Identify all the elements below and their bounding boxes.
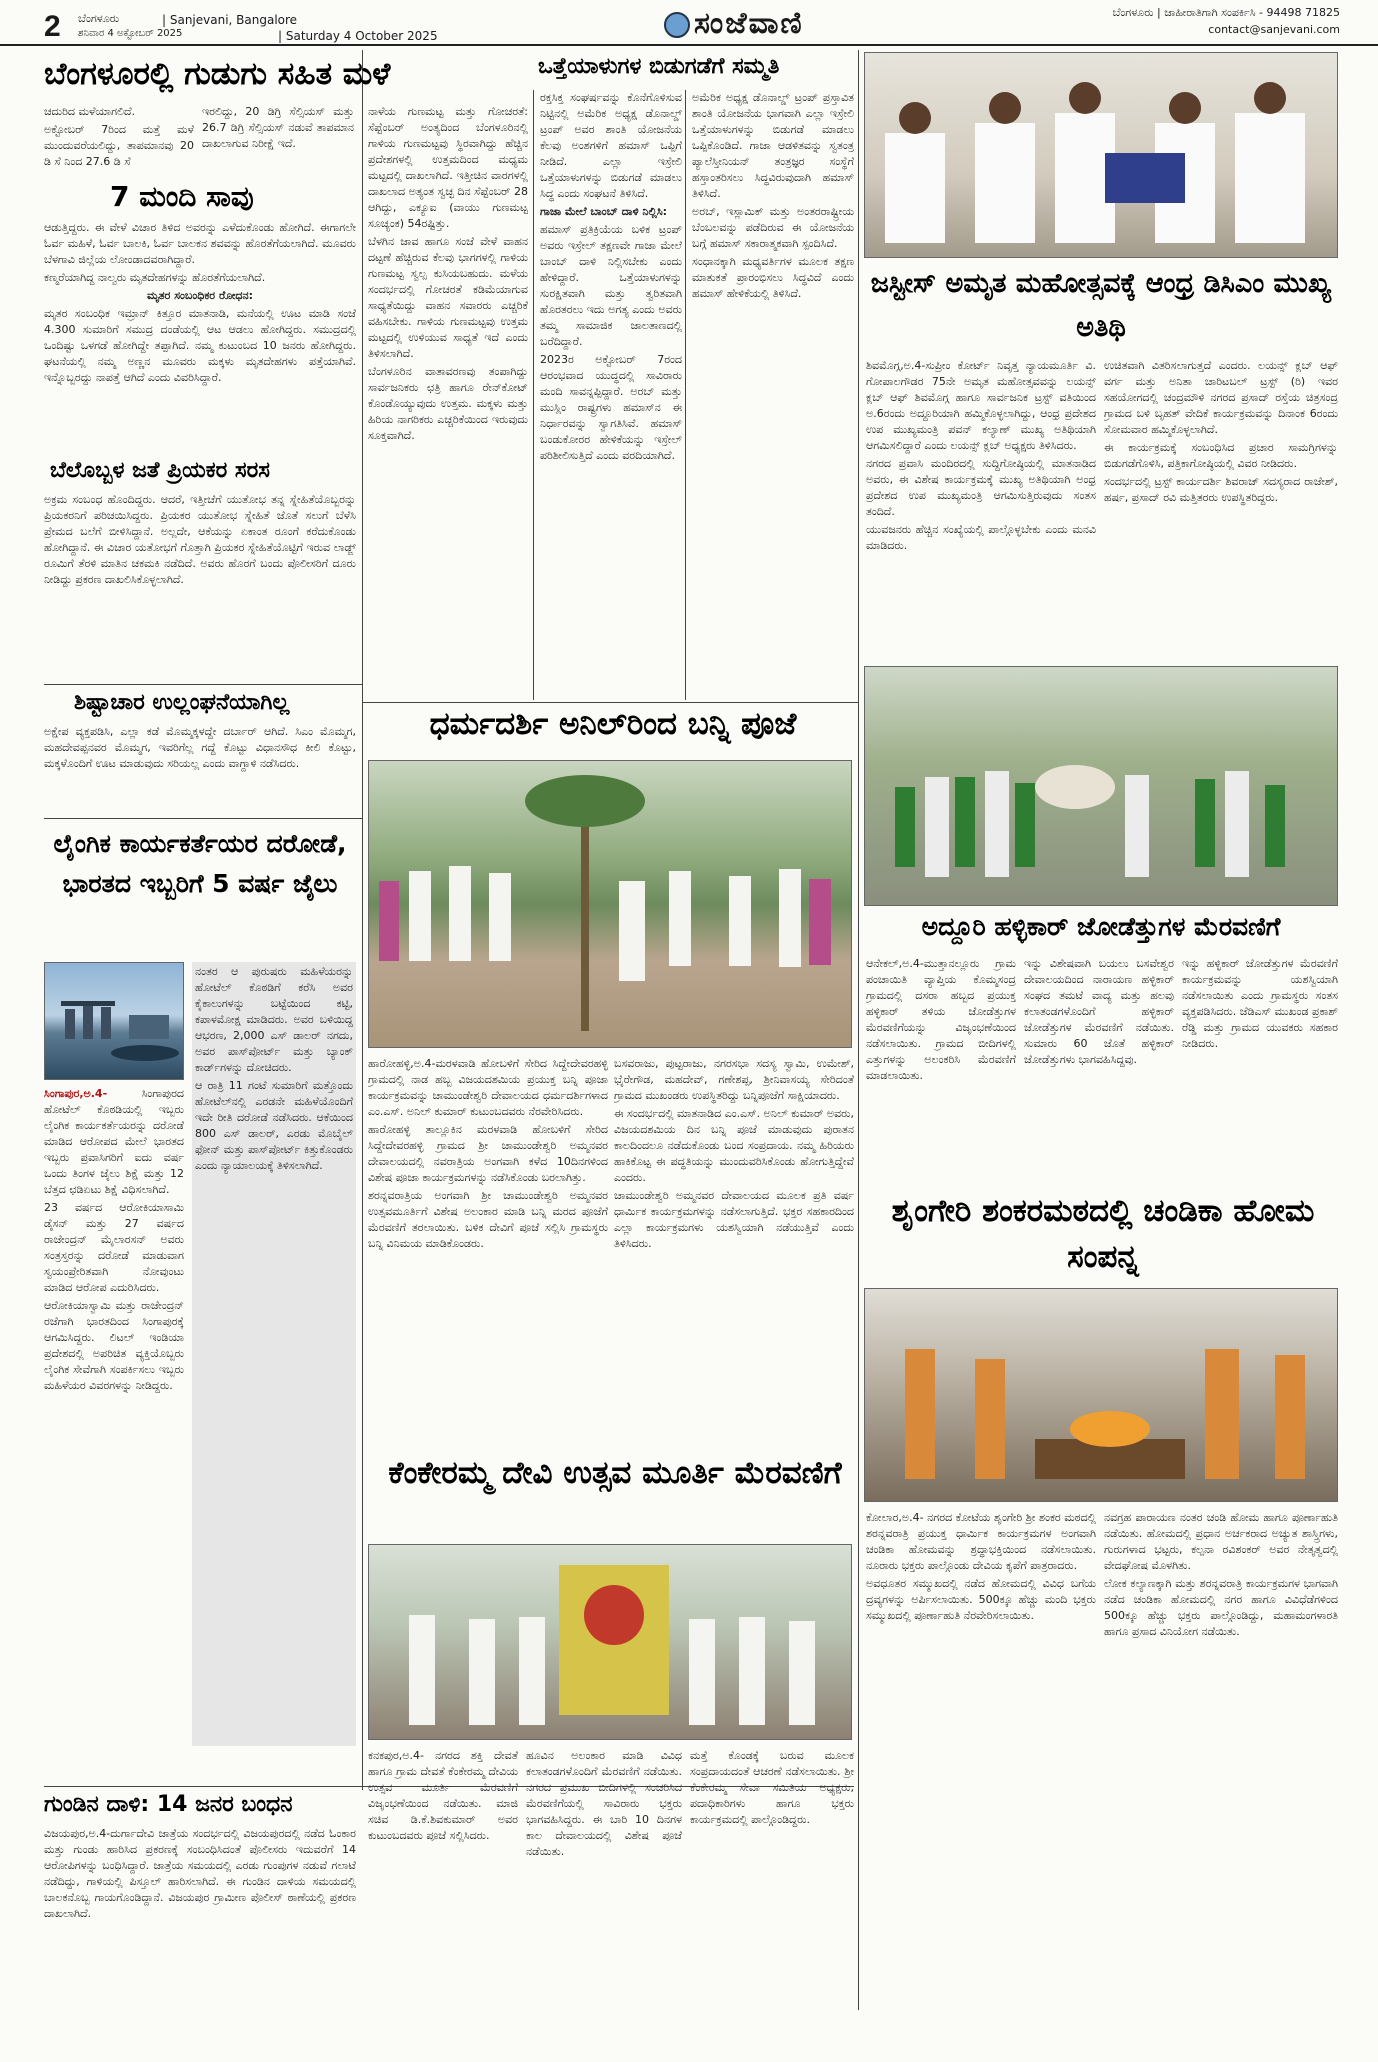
section-rule (362, 702, 858, 703)
article-rain-col1 (44, 104, 194, 184)
subhead-7-dead: 7 ಮಂದಿ ಸಾವು (110, 180, 254, 213)
dead-para: ಆಡುತ್ತಿದ್ದರು. ಈ ವೇಳೆ ವಿಚಾರ ತಿಳಿದ ಅವರನ್ನು ಎಳೆದುಕೊಂಡು ಹೋಗಿದೆ. ಈಗಾಗಲೇ ಓರ್ವ ಮಹಿಳೆ, ಓರ್ವ ಬಾಲಕಿ, ಓರ್ವ ಬಾಲಕನ ಶವವನ್ನು ಹೊರತೆಗೆಯಲಾಗಿದೆ. ಮೂವರು ಬೆಳಗಾವಿ ಜಿಲ್ಲೆಯ ಲೋಂಡಾದವರಾಗಿದ್ದಾರೆ. (44, 221, 356, 266)
article-kenkeramma-b (526, 1748, 682, 2016)
article-rain-col1b (202, 104, 354, 184)
banni-para: ಹಾರೋಹಳ್ಳಿ,ಅ.4-ಮರಳವಾಡಿ ಹೋಬಳಿಗೆ ಸೇರಿದ ಸಿದ್ದೇದೇವರಹಳ್ಳಿ ಗ್ರಾಮದಲ್ಲಿ ನಾಡ ಹಬ್ಬ ವಿಜಯದಶಮಿಯ ಪ್ರಯುಕ್ತ ಬನ್ನಿ ಪೂಜಾ ಕಾರ್ಯಕ್ರಮವನ್ನು ಚಾಮುಂಡೇಶ್ವರಿ ದೇವಾಲಯದ ಧರ್ಮದರ್ಶಿಗಳಾದ ಎಂ.ಎಸ್. ಅನಿಲ್ ಕುಮಾರ್ ಕುಟುಂಬದವರು ನೆರವೇರಿಸಿದರು. (368, 1057, 608, 1118)
headline-hallikar: ಅದ್ದೂರಿ ಹಳ್ಳಿಕಾರ್ ಜೋಡೆತ್ತುಗಳ ಮೆರವಣಿಗೆ (921, 912, 1281, 941)
hallikar-para: ಇನ್ನು ಹಳ್ಳಿಕಾರ್ ಜೋಡೆತ್ತುಗಳ ಮೆರವಣಿಗೆ ಕಾರ್ಯಕ್ರಮವನ್ನು ಯಶಸ್ವಿಯಾಗಿ ನಡೆಸಲಾಯಿತು ಎಂದು ಗ್ರಾಮಸ್ಥರು ಸಂತಸ ವ್ಯಕ್ತಪಡಿಸಿದರು. ಜೆಡಿಎಸ್ ಮುಖಂಡ ಪ್ರಕಾಶ್ ರೆಡ್ಡಿ ಮತ್ತು ಗ್ರಾಮದ ಯುವಕರು ಸಹಕಾರ ನೀಡಿದರು. (1182, 957, 1338, 1050)
article-justice-a (866, 358, 1096, 658)
article-hallikar-c (1182, 956, 1338, 1182)
column-rule (362, 50, 363, 1790)
singapore-skyline-photo (44, 962, 184, 1080)
headline-shooting: ಗುಂಡಿನ ದಾಳಿ: 14 ಜನರ ಬಂಧನ (44, 1792, 293, 1817)
banni-para: ಬಸವರಾಜು, ಪುಟ್ಟರಾಜು, ನಗರಸಭಾ ಸದಸ್ಯ ಸ್ವಾಮಿ, ಉಮೇಶ್, ಭೈರೇಗೌಡ, ಮಹದೇವ್, ಗಣೇಶಪ್ಪ, ಶ್ರೀನಿವಾಸಯ್ಯ ಸೇರಿದಂತೆ ಗ್ರಾಮದ ಮುಖಂಡರು ಉಪಸ್ಥಿತರಿದ್ದು ಬನ್ನಿಪೂಜೆಗೆ ಸಾಕ್ಷಿಯಾದರು. (614, 1057, 854, 1102)
hallikar-scene-graphic (865, 667, 1338, 906)
article-hostage-col4 (692, 90, 854, 670)
article-banni-a (368, 1056, 608, 1446)
sringeri-para: ಅವಧೂತರ ಸಮ್ಮುಖದಲ್ಲಿ ನಡೆದ ಹೋಮದಲ್ಲಿ ವಿವಿಧ ಬಗೆಯ ದ್ರವ್ಯಗಳನ್ನು ಅರ್ಪಿಸಲಾಯಿತು. 500ಕ್ಕೂ ಹೆಚ್ಚು ಮಂದಿ ಭಕ್ತರು ಸಮ್ಮುಖದಲ್ಲಿ ಪೂರ್ಣಾಹುತಿ ನೆರವೇರಿಸಲಾಯಿತು. (866, 1577, 1096, 1622)
headline-hostage: ಒತ್ತೆಯಾಳುಗಳ ಬಿಡುಗಡೆಗೆ ಸಮ್ಮತಿ (538, 54, 780, 79)
justice-para: ಉಚಿತವಾಗಿ ವಿತರಿಸಲಾಗುತ್ತದೆ ಎಂದರು. ಲಯನ್ಸ್ ಕ್ಲಬ್ ಆಫ್ ವರ್ಗ ಮತ್ತು ಅನಿತಾ ಚಾರಿಟಬಲ್ ಟ್ರಸ್ಟ್ (ರಿ) ಇವರ ಸಹಯೋಗದಲ್ಲಿ ಚಂದ್ರಮೌಳಿ ನಗರದ ಪ್ರಸಾದ್ ರಸ್ತೆಯ ಚಿತ್ರಸಂದ್ರ ಗ್ರಾಮದ ಬಳಿ ಬೃಹತ್ ವೇದಿಕೆ ಕಾರ್ಯಕ್ರಮವನ್ನು ದಿನಾಂಕ 6ರಂದು ಸೋಮವಾರ ಹಮ್ಮಿಕೊಳ್ಳಲಾಗಿದೆ. (1104, 359, 1338, 436)
justice-para: ಯುವಜನರು ಹೆಚ್ಚಿನ ಸಂಖ್ಯೆಯಲ್ಲಿ ಪಾಲ್ಗೊಳ್ಳಬೇಕು ಎಂದು ಮನವಿ ಮಾಡಿದರು. (866, 523, 1096, 552)
headline-justice: ಜಸ್ಟೀಸ್ ಅಮೃತ ಮಹೋತ್ಸವಕ್ಕೆ ಆಂಧ್ರ ಡಿಸಿಎಂ ಮುಖ್ಯ ಅತಿಥಿ (870, 268, 1332, 343)
hallikar-para: ಆನೇಕಲ್,ಅ.4-ಮುತ್ತಾನಲ್ಲೂರು ಗ್ರಾಮ ಪಂಚಾಯಿತಿ ವ್ಯಾಪ್ತಿಯ ಕೊಮ್ಮಸಂದ್ರ ಗ್ರಾಮದಲ್ಲಿ ದಸರಾ ಹಬ್ಬದ ಪ್ರಯುಕ್ತ ಹಳ್ಳಿಕಾರ್ ತಳಿಯ ಜೋಡೆತ್ತುಗಳ ಮೆರವಣಿಗೆಯನ್ನು ವಿಜೃಂಭಣೆಯಿಂದ ನಡೆಸಲಾಯಿತು. ಗ್ರಾಮದ ಬೀದಿಗಳಲ್ಲಿ ಎತ್ತುಗಳನ್ನು ಅಲಂಕರಿಸಿ ಮೆರವಣಿಗೆ ಮಾಡಲಾಯಿತು. (866, 957, 1016, 1082)
singapore-para: ಆ ರಾತ್ರಿ 11 ಗಂಟೆ ಸುಮಾರಿಗೆ ಮತ್ತೊಂದು ಹೋಟೆಲ್‌ನಲ್ಲಿ ಎರಡನೇ ಮಹಿಳೆಯೊಂದಿಗೆ ಇದೇ ರೀತಿ ದರೋಡೆ ನಡೆಸಿದರು. ಆಕೆಯಿಂದ 800 ಎಸ್ ಡಾಲರ್, ಎರಡು ಮೊಬೈಲ್ ಫೋನ್ ಮತ್ತು ಪಾಸ್‌ಪೋರ್ಟ್ ಕಿತ್ತುಕೊಂಡರು ಎಂದು ನ್ಯಾಯಾಲಯಕ್ಕೆ ತಿಳಿಸಲಾಗಿದೆ. (195, 1079, 353, 1172)
headline-protocol: ಶಿಷ್ಟಾಚಾರ ಉಲ್ಲಂಘನೆಯಾಗಿಲ್ಲ (74, 690, 290, 715)
header-city: ಬೆಂಗಳೂರು (78, 12, 120, 25)
column-rule (533, 90, 534, 700)
masthead (660, 6, 804, 41)
justice-para: ಶಿವಮೊಗ್ಗ,ಅ.4-ಸುಪ್ರೀಂ ಕೋರ್ಟ್ ನಿವೃತ್ತ ನ್ಯಾಯಮೂರ್ತಿ ವಿ. ಗೋಪಾಲಗೌಡರ 75ನೇ ಅಮೃತ ಮಹೋತ್ಸವವನ್ನು ಲಯನ್ಸ್ ಕ್ಲಬ್ ಆಫ್ ಶಿವಮೊಗ್ಗ ಹಾಗೂ ಸಾರ್ವಜನಿಕ ಟ್ರಸ್ಟ್ ವತಿಯಿಂದ ಅ.6ರಂದು ಅದ್ದೂರಿಯಾಗಿ ಹಮ್ಮಿಕೊಳ್ಳಲಾಗಿದ್ದು, ಆಂಧ್ರ ಪ್ರದೇಶದ ಉಪ ಮುಖ್ಯಮಂತ್ರಿ ಪವನ್ ಕಲ್ಯಾಣ್ ಮುಖ್ಯ ಅತಿಥಿಯಾಗಿ ಆಗಮಿಸಲಿದ್ದಾರೆ ಎಂದು ಲಯನ್ಸ್ ಕ್ಲಬ್ ಅಧ್ಯಕ್ಷರು ತಿಳಿಸಿದರು. (866, 359, 1096, 452)
hostage-para: ಅರಬ್, ಇಸ್ಲಾಮಿಕ್ ಮತ್ತು ಅಂತರರಾಷ್ಟ್ರೀಯ ಬೆಂಬಲವನ್ನು ಪಡೆದಿರುವ ಈ ಯೋಜನೆಯ ಬಗ್ಗೆ ಹಮಾಸ್ ಸಕಾರಾತ್ಮಕವಾಗಿ ಸ್ಪಂದಿಸಿದೆ. (692, 205, 854, 250)
contact-email[interactable]: contact@sanjevani.com (1208, 23, 1340, 36)
header-right (1112, 4, 1340, 38)
chandika-homa-photo (864, 1288, 1338, 1502)
headline-sringeri: ಶೃಂಗೇರಿ ಶಂಕರಮಠದಲ್ಲಿ ಚಂಡಿಕಾ ಹೋಮ ಸಂಪನ್ನ (891, 1193, 1315, 1275)
headline-lover: ಬೆಲೊಬ್ಬಳ ಜತೆ ಪ್ರಿಯಕರ ಸರಸ (50, 458, 270, 483)
article-sringeri-b (1104, 1510, 1338, 2016)
article-protocol (44, 724, 356, 812)
header-date: | Saturday 4 October 2025 (278, 29, 438, 43)
headline-banni-pooja: ಧರ್ಮದರ್ಶಿ ಅನಿಲ್‌ರಿಂದ ಬನ್ನಿ ಪೂಜೆ (429, 706, 797, 742)
kenkeramma-para: ಕನಕಪುರ,ಅ.4- ನಗರದ ಶಕ್ತಿ ದೇವತೆ ಹಾಗೂ ಗ್ರಾಮ ದೇವತೆ ಕೆಂಕೇರಮ್ಮ ದೇವಿಯ ಉತ್ಸವ ಮೂರ್ತಿ ಮೆರವಣಿಗೆ ವಿಜೃಂಭಣೆಯಿಂದ ನಡೆಯಿತು. ಮಾಜಿ ಸಚಿವ ಡಿ.ಕೆ.ಶಿವಕುಮಾರ್ ಅವರ ಕುಟುಂಬದವರು ಪೂಜೆ ಸಲ್ಲಿಸಿದರು. (368, 1749, 518, 1842)
skyline-graphic (45, 963, 184, 1080)
banni-pooja-photo (368, 760, 852, 1048)
article-kenkeramma-a (368, 1748, 518, 2016)
rain-para: ಬೆಳಗಿನ ಜಾವ ಹಾಗೂ ಸಂಜೆ ವೇಳೆ ವಾಹನ ದಟ್ಟಣೆ ಹೆಚ್ಚಿರುವ ಕೆಲವು ಭಾಗಗಳಲ್ಲಿ ಗಾಳಿಯ ಗುಣಮಟ್ಟ ಸ್ವಲ್ಪ ಕುಸಿಯಬಹುದು. ಮಳೆಯ ಸಂದರ್ಭದಲ್ಲಿ ಗೋಚರತೆ ಕಡಿಮೆಯಾಗುವ ಸಾಧ್ಯತೆಯಿದ್ದು ವಾಹನ ಸವಾರರು ಎಚ್ಚರಿಕೆ ವಹಿಸಬೇಕು. ಗಾಳಿಯ ಗುಣಮಟ್ಟವು ಉತ್ತಮ ಮಟ್ಟದಲ್ಲಿ ಉಳಿಯುವ ಸಾಧ್ಯತೆ ಇದೆ ಎಂದು ತಿಳಿಸಲಾಗಿದೆ. (368, 235, 528, 360)
section-rule (44, 684, 362, 685)
banni-para: ಹಾರೋಹಳ್ಳಿ ತಾಲ್ಲೂಕಿನ ಮರಳವಾಡಿ ಹೋಬಳಿಗೆ ಸೇರಿದ ಸಿದ್ದೇದೇವರಹಳ್ಳಿ ಗ್ರಾಮದ ಶ್ರೀ ಚಾಮುಂಡೇಶ್ವರಿ ಅಮ್ಮನವರ ದೇವಾಲಯದಲ್ಲಿ ನವರಾತ್ರಿಯ ಅಂಗವಾಗಿ ಕಳೆದ 10ದಿನಗಳಿಂದ ವಿಶೇಷ ಪೂಜಾ ಕಾರ್ಯಕ್ರಮಗಳನ್ನು ನಡೆಸಿಕೊಂಡು ಬರಲಾಗಿತ್ತು. (368, 1123, 608, 1184)
sringeri-para: ಕೋಲಾರ,ಅ.4- ನಗರದ ಕೋಟೆಯ ಶೃಂಗೇರಿ ಶ್ರೀ ಶಂಕರ ಮಠದಲ್ಲಿ ಶರನ್ನವರಾತ್ರಿ ಪ್ರಯುಕ್ತ ಧಾರ್ಮಿಕ ಕಾರ್ಯಕ್ರಮಗಳ ಅಂಗವಾಗಿ ಚಂಡಿಕಾ ಹೋಮವನ್ನು ಶ್ರದ್ಧಾಭಕ್ತಿಯಿಂದ ನಡೆಸಲಾಯಿತು. ನೂರಾರು ಭಕ್ತರು ಪಾಲ್ಗೊಂಡು ದೇವಿಯ ಕೃಪೆಗೆ ಪಾತ್ರರಾದರು. (866, 1511, 1096, 1572)
rain-para: ಅಕ್ಟೋಬರ್ 7ರಿಂದ ಮತ್ತೆ ಮಳೆ ಮುಂದುವರೆಯಲಿದ್ದು, ತಾಪಮಾನವು 20 ಡಿ ಸೆ ನಿಂದ 27.6 ಡಿ ಸೆ (44, 123, 194, 168)
headline-kenkeramma: ಕೆಂಕೇರಮ್ಮ ದೇವಿ ಉತ್ಸವ ಮೂರ್ತಿ ಮೆರವಣಿಗೆ (388, 1455, 842, 1491)
masthead-globe-icon (664, 12, 690, 38)
kenkeramma-scene-graphic (369, 1545, 852, 1740)
column-rule (685, 90, 686, 700)
singapore-para: 23 ವರ್ಷದ ಆರೋಕಿಯಾಸಾಮಿ ಡೈಸನ್ ಮತ್ತು 27 ವರ್ಷದ ರಾಜೇಂದ್ರನ್ ಮೈಲಾರಸನ್ ಅವರು ಸಂತ್ರಸ್ತರನ್ನು ದರೋಡೆ ಮಾಡುವಾಗ ಸ್ವಯಂಪ್ರೇರಿತವಾಗಿ ನೋವುಂಟು ಮಾಡಿದ ಆರೋಪ ಎದುರಿಸಿದರು. (44, 1201, 184, 1294)
article-hostage-col3 (540, 90, 682, 670)
masthead-title: ಸಂಜೆವಾಣಿ (694, 6, 804, 41)
singapore-para (44, 1086, 184, 1198)
article-hallikar-a (866, 956, 1016, 1182)
rain-para: ನಾಳೆಯ ಗುಣಮಟ್ಟ ಮತ್ತು ಗೋಚರತೆ: ಸೆಪ್ಟೆಂಬರ್ ಅಂತ್ಯದಿಂದ ಬೆಂಗಳೂರಿನಲ್ಲಿ ಗಾಳಿಯ ಗುಣಮಟ್ಟವು ಸ್ಥಿರವಾಗಿದ್ದು ಹೆಚ್ಚಿನ ಪ್ರದೇಶಗಳಲ್ಲಿ ಉತ್ತಮದಿಂದ ಮಧ್ಯಮ ಮಟ್ಟದಲ್ಲಿ ದಾಖಲಾಗಿದೆ. ಇತ್ತೀಚಿನ ವಾರಗಳಲ್ಲಿ ದಾಖಲಾದ ಅತ್ಯಂತ ಸ್ವಚ್ಛ ದಿನ ಸೆಪ್ಟೆಂಬರ್ 28 ಆಗಿದ್ದು, ಎಕ್ಯೂಐ (ವಾಯು ಗುಣಮಟ್ಟ ಸೂಚ್ಯಂಕ) 54ರಷ್ಟಿತ್ತು. (368, 105, 528, 230)
ad-contact: ಬೆಂಗಳೂರು | ಜಾಹೀರಾತಿಗಾಗಿ ಸಂಪರ್ಕಿಸಿ - 94498 71825 (1112, 6, 1340, 19)
sringeri-para: ನವಗ್ರಹ ಪಾರಾಯಣ ನಂತರ ಚಂಡಿ ಹೋಮ ಹಾಗೂ ಪೂರ್ಣಾಹುತಿ ನಡೆಯಿತು. ಹೋಮದಲ್ಲಿ ಪ್ರಧಾನ ಅರ್ಚಕರಾದ ಅಚ್ಯುತ ಶಾಸ್ತ್ರಿಗಳು, ಗುರುಗಳಾದ ಭಟ್ಟರು, ಕಲ್ಪನಾ ರವಿಶಂಕರ್ ಅವರ ನೇತೃತ್ವದಲ್ಲಿ ವೇದಘೋಷ ಮೊಳಗಿತು. (1104, 1511, 1338, 1572)
justice-para: ನಗರದ ಪ್ರವಾಸಿ ಮಂದಿರದಲ್ಲಿ ಸುದ್ದಿಗೋಷ್ಠಿಯಲ್ಲಿ ಮಾತನಾಡಿದ ಅವರು, ಈ ವಿಶೇಷ ಕಾರ್ಯಕ್ರಮಕ್ಕೆ ಮುಖ್ಯ ಅತಿಥಿಯಾಗಿ ಅಂಧ್ರ ಪ್ರದೇಶದ ಉಪ ಮುಖ್ಯಮಂತ್ರಿ ಆಗಮಿಸುತ್ತಿರುವುದು ಸಂತಸ ತಂದಿದೆ. (866, 457, 1096, 518)
article-banni-b (614, 1056, 854, 1446)
hostage-para: ಸಂಧಾನಕ್ಕಾಗಿ ಮಧ್ಯವರ್ತಿಗಳ ಮೂಲಕ ತಕ್ಷಣ ಮಾತುಕತೆ ಪ್ರಾರಂಭಿಸಲು ಸಿದ್ಧವಿದೆ ಎಂದು ಹಮಾಸ್ ಹೇಳಿಕೆಯಲ್ಲಿ ತಿಳಿಸಿದೆ. (692, 255, 854, 300)
shooting-para: ವಿಜಯಪುರ,ಅ.4-ದುರ್ಗಾದೇವಿ ಜಾತ್ರೆಯ ಸಂದರ್ಭದಲ್ಲಿ ವಿಜಯಪುರದಲ್ಲಿ ನಡೆದ ಓಂಕಾರ ಮತ್ತು ಗುಂಡು ಹಾರಿಸಿದ ಪ್ರಕರಣಕ್ಕೆ ಸಂಬಂಧಿಸಿದಂತೆ ಪೊಲೀಸರು ಇದುವರೆಗೆ 14 ಆರೋಪಿಗಳನ್ನು ಬಂಧಿಸಿದ್ದಾರೆ. ಜಾತ್ರೆಯ ಸಮಯದಲ್ಲಿ ಎರಡು ಗುಂಪುಗಳ ನಡುವೆ ಗಲಾಟೆ ನಡೆದಿದ್ದು, ಗಾಳಿಯಲ್ಲಿ ಪಿಸ್ತೂಲ್ ಹಾರಿಸಲಾಗಿದೆ. ಈ ಗುಂಡಿನ ದಾಳಿಯ ಸಮಯದಲ್ಲಿ ಬಾಲಕನೊಬ್ಬ ಗಾಯಗೊಂಡಿದ್ದಾನೆ. ವಿಜಯಪುರ ಗ್ರಾಮೀಣ ಪೊಲೀಸ್ ಠಾಣೆಯಲ್ಲಿ ಪ್ರಕರಣ ದಾಖಲಾಗಿದೆ. (44, 1827, 356, 1920)
header-source: | Sanjevani, Bangalore (162, 13, 298, 27)
article-singapore-a (44, 1086, 184, 1746)
press-meet-graphic (865, 53, 1338, 258)
headline-singapore: ಲೈಂಗಿಕ ಕಾರ್ಯಕರ್ತೆಯರ ದರೋಡೆ, ಭಾರತದ ಇಬ್ಬರಿಗೆ 5 ವರ್ಷ ಜೈಲು (53, 829, 347, 898)
dead-para: ಮೃತರ ಸಂಬಂಧಿಕ ಇಮ್ರಾನ್ ಕಿತ್ತೂರ ಮಾತನಾಡಿ, ಮನೆಯಲ್ಲಿ ಊಟ ಮಾಡಿ ಸಂಜೆ 4.300 ಸುಮಾರಿಗೆ ಸಮುದ್ರ ದಂಡೆಯಲ್ಲಿ ಆಟ ಆಡಲು ಹೋಗಿದ್ದರು. ಸಮುದ್ರದಲ್ಲಿ ಒಂದಿಷ್ಟು ಒಳಗಡೆ ಹೋಗಿದ್ದೇ ತಪ್ಪಾಗಿದೆ. ನಮ್ಮ ಕುಟುಂಬದ 10 ಜನರು ಹೋಗಿದ್ದರು. ಘಟನೆಯಲ್ಲಿ ನಮ್ಮ ಅಣ್ಣನ ಮೂವರು ಮಕ್ಕಳು ಮೃತದೇಹಗಳು ಪತ್ತೆಯಾಗಿವೆ. ಇನ್ನೊಬ್ಬರದ್ದು ನಾಪತ್ತೆ ಆಗಿದೆ ಎಂದು ವಿವರಿಸಿದ್ದಾರೆ. (44, 307, 356, 384)
dead-subhead: ಮೃತರ ಸಂಬಂಧಿಕರ ರೋಧನ: (146, 289, 254, 302)
section-rule (44, 818, 362, 819)
banni-para: ಚಾಮುಂಡೇಶ್ವರಿ ಅಮ್ಮನವರ ದೇವಾಲಯದ ಮೂಲಕ ಪ್ರತಿ ವರ್ಷ ಧಾರ್ಮಿಕ ಕಾರ್ಯಕ್ರಮಗಳನ್ನು ನಡೆಸಲಾಗುತ್ತಿದೆ. ಭಕ್ತರ ಸಹಕಾರದಿಂದ ಎಲ್ಲಾ ಕಾರ್ಯಕ್ರಮಗಳು ಯಶಸ್ವಿಯಾಗಿ ನಡೆಯುತ್ತಿವೆ ಎಂದು ತಿಳಿಸಿದರು. (614, 1189, 854, 1250)
rain-para: ಇರಲಿದ್ದು, 20 ಡಿಗ್ರಿ ಸೆಲ್ಸಿಯಸ್ ಮತ್ತು 26.7 ಡಿಗ್ರಿ ಸೆಲ್ಸಿಯಸ್ ನಡುವೆ ತಾಪಮಾನ ದಾಖಲಾಗುವ ನಿರೀಕ್ಷೆ ಇದೆ. (202, 105, 354, 150)
article-hallikar-b (1024, 956, 1174, 1182)
justice-para: ಈ ಕಾರ್ಯಕ್ರಮಕ್ಕೆ ಸಂಬಂಧಿಸಿದ ಪ್ರಚಾರ ಸಾಮಗ್ರಿಗಳನ್ನು ಬಿಡುಗಡೆಗೊಳಿಸಿ, ಪತ್ರಿಕಾಗೋಷ್ಠಿಯಲ್ಲಿ ವಿವರ ನೀಡಿದರು. (1104, 441, 1338, 470)
singapore-text: ಸಿಂಗಾಪುರದ ಹೋಟೆಲ್ ಕೊಠಡಿಯಲ್ಲಿ ಇಬ್ಬರು ಲೈಂಗಿಕ ಕಾರ್ಯಕರ್ತೆಯರನ್ನು ದರೋಡೆ ಮಾಡಿದ ಆರೋಪದ ಮೇಲೆ ಭಾರತದ ಇಬ್ಬರು ಪ್ರವಾಸಿಗರಿಗೆ ಐದು ವರ್ಷ ಒಂದು ತಿಂಗಳ ಜೈಲು ಶಿಕ್ಷೆ ಮತ್ತು 12 ಬೆತ್ತದ ಛಡಿಏಟು ಶಿಕ್ಷೆ ವಿಧಿಸಲಾಗಿದೆ. (44, 1087, 184, 1196)
hostage-subhead: ಗಾಜಾ ಮೇಲೆ ಬಾಂಬ್ ದಾಳಿ ನಿಲ್ಲಿಸಿ: (540, 205, 668, 218)
rain-para: ಬೆಂಗಳೂರಿನ ವಾತಾವರಣವು ತಂಪಾಗಿದ್ದು ಸಾರ್ವಜನಿಕರು ಛತ್ರಿ ಹಾಗೂ ರೇನ್‌ಕೋಟ್ ಕೊಂಡೊಯ್ಯುವುದು ಉತ್ತಮ. ಮಕ್ಕಳು ಮತ್ತು ಹಿರಿಯ ನಾಗರಿಕರು ಎಚ್ಚರಿಕೆಯಿಂದ ಇರುವುದು ಸೂಕ್ತವಾಗಿದೆ. (368, 365, 528, 442)
hallikar-para: ಇನ್ನು ವಿಶೇಷವಾಗಿ ಬಯಲು ಬಸವೇಶ್ವರ ದೇವಾಲಯದಿಂದ ನಾರಾಯಣ ಹಳ್ಳಿಕಾರ್ ಸಂಘದ ತಮಟೆ ವಾದ್ಯ ಮತ್ತು ಹಲವು ಕಲಾತಂಡಗಳೊಂದಿಗೆ ಹಳ್ಳಿಕಾರ್ ಜೋಡೆತ್ತುಗಳ ಮೆರವಣಿಗೆ ನಡೆಯಿತು. ಸುಮಾರು 60 ಜೊತೆ ಹಳ್ಳಿಕಾರ್ ಜೋಡೆತ್ತುಗಳು ಭಾಗವಹಿಸಿದ್ದವು. (1024, 957, 1174, 1066)
article-kenkeramma-c (690, 1748, 854, 2016)
column-rule (858, 50, 859, 2010)
article-7-dead (44, 220, 356, 455)
banni-para: ಶರನ್ನವರಾತ್ರಿಯ ಅಂಗವಾಗಿ ಶ್ರೀ ಚಾಮುಂಡೇಶ್ವರಿ ಅಮ್ಮನವರ ಉತ್ಸವಮೂರ್ತಿಗೆ ವಿಶೇಷ ಅಲಂಕಾರ ಮಾಡಿ ಬನ್ನಿ ಮರದ ಪೂಜೆಗೆ ಮೆರವಣಿಗೆ ತರಲಾಯಿತು. ಬಳಿಕ ದೇವಿಗೆ ಪೂಜೆ ಸಲ್ಲಿಸಿ ಗ್ರಾಮಸ್ಥರು ಬನ್ನಿ ವಿನಿಮಯ ಮಾಡಿಕೊಂಡರು. (368, 1189, 608, 1250)
header-date-kn: ಶನಿವಾರ 4 ಅಕ್ಟೋಬರ್ 2025 (78, 28, 183, 39)
press-meet-photo (864, 52, 1338, 258)
hostage-para: ಹಮಾಸ್ ಪ್ರತಿಕ್ರಿಯೆಯ ಬಳಿಕ ಟ್ರಂಪ್ ಅವರು ಇಸ್ರೇಲ್ ತಕ್ಷಣವೇ ಗಾಜಾ ಮೇಲೆ ಬಾಂಬ್ ದಾಳಿ ನಿಲ್ಲಿಸಬೇಕು ಎಂದು ಹೇಳಿದ್ದಾರೆ. ಒತ್ತೆಯಾಳುಗಳನ್ನು ಸುರಕ್ಷಿತವಾಗಿ ಮತ್ತು ತ್ವರಿತವಾಗಿ ಹೊರತರಲು ಇದು ಅಗತ್ಯ ಎಂದು ಅವರು ತಮ್ಮ ಸಾಮಾಜಿಕ ಜಾಲತಾಣದಲ್ಲಿ ಬರೆದಿದ್ದಾರೆ. (540, 223, 682, 348)
hallikar-bulls-photo (864, 666, 1338, 906)
lover-para: ಅಕ್ರಮ ಸಂಬಂಧ ಹೊಂದಿದ್ದರು. ಆದರೆ, ಇತ್ತೀಚೆಗೆ ಯುತೋಭ ತನ್ನ ಸ್ನೇಹಿತೆಯೊಬ್ಬರನ್ನು ಪ್ರಿಯಕರನಿಗೆ ಪರಿಚಯಿಸಿದ್ದರು. ಪ್ರಿಯಕರ ಯುತೋಭ ಸ್ನೇಹಿತೆ ಜೊತೆ ಸಲುಗೆ ಬೆಳೆಸಿ ಪ್ರೇಮದ ಬಲೆಗೆ ಬೀಳಿಸಿದ್ದಾನೆ. ಅಲ್ಲದೇ, ಆಕೆಯನ್ನು ಏಕಾಂತ ರೂಂಗೆ ಕರೆದುಕೊಂಡು ಹೋಗಿದ್ದಾನೆ. ಈ ವಿಚಾರ ಯತೋಭಗೆ ಗೊತ್ತಾಗಿ ಪ್ರಿಯಕರ ಸ್ನೇಹಿತೆಯೊಟ್ಟಿಗೆ ಇರುವ ಲಾಡ್ಜ್ ರೂಮಿಗೆ ತೆರಳಿ ಮಾತಿನ ಚಕಮಕಿ ನಡೆದಿದೆ. ಅವರು ಹೊರಗೆ ಬಂದು ಪೊಲೀಸರಿಗೆ ದೂರು ನೀಡಿದ್ದು ಪ್ರಕರಣ ದಾಖಲಿಸಿಕೊಳ್ಳಲಾಗಿದೆ. (44, 493, 356, 586)
hostage-para: 2023ರ ಅಕ್ಟೋಬರ್ 7ರಂದ ಆರಂಭವಾದ ಯುದ್ಧದಲ್ಲಿ ಸಾವಿರಾರು ಮಂದಿ ಸಾವನ್ನಪ್ಪಿದ್ದಾರೆ. ಅರಬ್ ಮತ್ತು ಮುಸ್ಲಿಂ ರಾಷ್ಟ್ರಗಳು ಹಮಾಸ್‌ನ ಈ ನಿರ್ಧಾರವನ್ನು ಸ್ವಾಗತಿಸಿವೆ. ಹಮಾಸ್ ಬಂಡುಕೋರರ ಹೇಳಿಕೆಯನ್ನು ಇಸ್ರೇಲ್ ಪರಿಶೀಲಿಸುತ್ತಿದೆ ಎಂದು ವರದಿಯಾಗಿದೆ. (540, 353, 682, 462)
banni-para: ಈ ಸಂದರ್ಭದಲ್ಲಿ ಮಾತನಾಡಿದ ಎಂ.ಎಸ್. ಅನಿಲ್ ಕುಮಾರ್ ಅವರು, ವಿಜಯದಶಮಿಯ ದಿನ ಬನ್ನಿ ಪೂಜೆ ಮಾಡುವುದು ಪುರಾತನ ಕಾಲದಿಂದಲೂ ನಡೆದುಕೊಂಡು ಬಂದ ಸಂಪ್ರದಾಯ. ನಮ್ಮ ಹಿರಿಯರು ಹಾಕಿಕೊಟ್ಟ ಈ ಪದ್ಧತಿಯನ್ನು ಮುಂದುವರಿಸಿಕೊಂಡು ಹೋಗುತ್ತಿದ್ದೇವೆ ಎಂದರು. (614, 1107, 854, 1184)
dead-para: ಕಣ್ಮರೆಯಾಗಿದ್ದ ನಾಲ್ವರು ಮೃತದೇಹಗಳನ್ನು ಹೊರತೆಗೆಯಲಾಗಿದೆ. (44, 271, 266, 284)
justice-para: ಸಂದರ್ಭದಲ್ಲಿ ಟ್ರಸ್ಟ್ ಕಾರ್ಯದರ್ಶಿ ಶಿವರಾಜ್ ಸದಸ್ಯರಾದ ರಾಜೇಶ್, ಹರ್ಷ, ಪ್ರಸಾದ್ ರವಿ ಮತ್ತಿತರರು ಉಪಸ್ಥಿತರಿದ್ದರು. (1104, 475, 1338, 504)
headline-bengaluru-rain: ಬೆಂಗಳೂರಲ್ಲಿ ಗುಡುಗು ಸಹಿತ ಮಳೆ (44, 56, 391, 92)
article-singapore-b (192, 962, 356, 1746)
singapore-para: ಆರೋಕಿಯಾಸ್ವಾಮಿ ಮತ್ತು ರಾಜೇಂದ್ರನ್ ರಜೆಗಾಗಿ ಭಾರತದಿಂದ ಸಿಂಗಾಪುರಕ್ಕೆ ಆಗಮಿಸಿದ್ದರು. ಲಿಟಲ್ ಇಂಡಿಯಾ ಪ್ರದೇಶದಲ್ಲಿ ಅಪರಿಚಿತ ವ್ಯಕ್ತಿಯೊಬ್ಬರು ಲೈಂಗಿಕ ಸೇವೆಗಾಗಿ ಸಂಪರ್ಕಿಸಲು ಇಬ್ಬರು ಮಹಿಳೆಯರ ವಿವರಗಳನ್ನು ನೀಡಿದ್ದರು. (44, 1299, 184, 1392)
page-number: 2 (44, 10, 61, 43)
article-shooting (44, 1826, 356, 2016)
singapore-para: ನಂತರ ಆ ಪುರುಷರು ಮಹಿಳೆಯರನ್ನು ಹೋಟೆಲ್ ಕೊಠಡಿಗೆ ಕರೆಸಿ ಅವರ ಕೈಕಾಲುಗಳನ್ನು ಬಟ್ಟೆಯಿಂದ ಕಟ್ಟಿ, ಕಪಾಳಮೋಕ್ಷ ಮಾಡಿದರು. ಅವರ ಬಳಿಯಿದ್ದ ಆಭರಣ, 2,000 ಎಸ್ ಡಾಲರ್ ನಗದು, ಅವರ ಪಾಸ್‌ಪೋರ್ಟ್ ಮತ್ತು ಬ್ಯಾಂಕ್ ಕಾರ್ಡ್‌ಗಳನ್ನು ದೋಚಿದರು. (195, 965, 353, 1074)
kenkeramma-para: ಮತ್ತೆ ಕೊಂಡಕ್ಕೆ ಬರುವ ಮೂಲಕ ಸಂಪ್ರದಾಯದಂತೆ ಆಚರಣೆ ನಡೆಸಲಾಯಿತು. ಶ್ರೀ ಕೆಂಕೇರಮ್ಮ ಸೇವಾ ಸಮಿತಿಯ ಅಧ್ಯಕ್ಷರು, ಪದಾಧಿಕಾರಿಗಳು ಹಾಗೂ ಭಕ್ತರು ಕಾರ್ಯಕ್ರಮದಲ್ಲಿ ಪಾಲ್ಗೊಂಡಿದ್ದರು. (690, 1749, 854, 1826)
article-sringeri-a (866, 1510, 1096, 2016)
rain-para: ಚದುರಿದ ಮಳೆಯಾಗಲಿದೆ. (44, 105, 136, 118)
banni-scene-graphic (369, 761, 852, 1048)
kenkeramma-para: ಹೂವಿನ ಅಲಂಕಾರ ಮಾಡಿ ವಿವಿಧ ಕಲಾತಂಡಗಳೊಂದಿಗೆ ಮೆರವಣಿಗೆ ನಡೆಯಿತು. ನಗರದ ಪ್ರಮುಖ ಬೀದಿಗಳಲ್ಲಿ ಸಂಚರಿಸಿದ ಮೆರವಣಿಗೆಯಲ್ಲಿ ಸಾವಿರಾರು ಭಕ್ತರು ಭಾಗವಹಿಸಿದ್ದರು. ಈ ಬಾರಿ 10 ದಿನಗಳ ಕಾಲ ದೇವಾಲಯದಲ್ಲಿ ವಿಶೇಷ ಪೂಜೆ ನಡೆಯಿತು. (526, 1749, 682, 1858)
hostage-para: ರಕ್ತಸಿಕ್ತ ಸಂಘರ್ಷವನ್ನು ಕೊನೆಗೊಳಿಸುವ ನಿಟ್ಟಿನಲ್ಲಿ ಅಮೆರಿಕ ಅಧ್ಯಕ್ಷ ಡೊನಾಲ್ಡ್ ಟ್ರಂಪ್ ಅವರ ಶಾಂತಿ ಯೋಜನೆಯ ಕೆಲವು ಅಂಶಗಳಿಗೆ ಹಮಾಸ್ ಒಪ್ಪಿಗೆ ನೀಡಿದೆ. ಎಲ್ಲಾ ಇಸ್ರೇಲಿ ಒತ್ತೆಯಾಳುಗಳನ್ನು ಬಿಡುಗಡೆ ಮಾಡಲು ಸಿದ್ಧ ಎಂದು ಸಂಘಟನೆ ತಿಳಿಸಿದೆ. (540, 91, 682, 200)
protocol-para: ಅಕ್ಷೇಪ ವ್ಯಕ್ತಪಡಿಸಿ, ಎಲ್ಲಾ ಕಡೆ ಮೊಮ್ಮಕ್ಕಳದ್ದೇ ದರ್ಬಾರ್ ಆಗಿದೆ. ಸಿಎಂ ಮೊಮ್ಮಗ, ಮಹದೇವಪ್ಪನವರ ಮೊಮ್ಮಗ, ಇವರಿಗೆಲ್ಲ ಗದ್ದೆ ಕೊಟ್ಟು ವಿಧಾನಸೌಧ ಕೀಲಿ ಕೊಟ್ಟು, ಮಕ್ಕಳೊಂದಿಗೆ ಊಟ ಮಾಡುವುದು ಸರಿಯಲ್ಲ ಎಂದು ವಾಗ್ದಾಳಿ ನಡೆಸಿದರು. (44, 725, 356, 770)
kenkeramma-photo (368, 1544, 852, 1740)
sringeri-para: ಲೋಕ ಕಲ್ಯಾಣಕ್ಕಾಗಿ ಮತ್ತು ಶರನ್ನವರಾತ್ರಿ ಕಾರ್ಯಕ್ರಮಗಳ ಭಾಗವಾಗಿ ನಡೆದ ಚಂಡಿಕಾ ಹೋಮದಲ್ಲಿ ನಗರ ಹಾಗೂ ವಿವಿಧೆಡೆಗಳಿಂದ 500ಕ್ಕೂ ಹೆಚ್ಚು ಭಕ್ತರು ಪಾಲ್ಗೊಂಡಿದ್ದು, ಮಹಾಮಂಗಳಾರತಿ ಹಾಗೂ ಪ್ರಸಾದ ವಿನಿಯೋಗ ನಡೆಯಿತು. (1104, 1577, 1338, 1638)
singapore-dateline: ಸಿಂಗಾಪುರ,ಅ.4- (44, 1087, 108, 1100)
page-header (0, 0, 1378, 46)
homa-scene-graphic (865, 1289, 1338, 1502)
article-rain-col2 (368, 104, 528, 672)
article-justice-b (1104, 358, 1338, 658)
article-lover (44, 492, 356, 677)
hostage-para: ಅಮೆರಿಕ ಅಧ್ಯಕ್ಷ ಡೊನಾಲ್ಡ್ ಟ್ರಂಪ್ ಪ್ರಸ್ತಾವಿತ ಶಾಂತಿ ಯೋಜನೆಯ ಭಾಗವಾಗಿ ಎಲ್ಲಾ ಇಸ್ರೇಲಿ ಒತ್ತೆಯಾಳುಗಳನ್ನು ಬಿಡುಗಡೆ ಮಾಡಲು ಒಪ್ಪಿಕೊಂಡಿದೆ. ಗಾಜಾ ಆಡಳಿತವನ್ನು ಸ್ವತಂತ್ರ ಪ್ಯಾಲೆಸ್ತೀನಿಯನ್ ತಂತ್ರಜ್ಞರ ಸಂಸ್ಥೆಗೆ ಹಸ್ತಾಂತರಿಸಲು ಸಿದ್ಧವಿರುವುದಾಗಿ ಹಮಾಸ್ ತಿಳಿಸಿದೆ. (692, 91, 854, 200)
